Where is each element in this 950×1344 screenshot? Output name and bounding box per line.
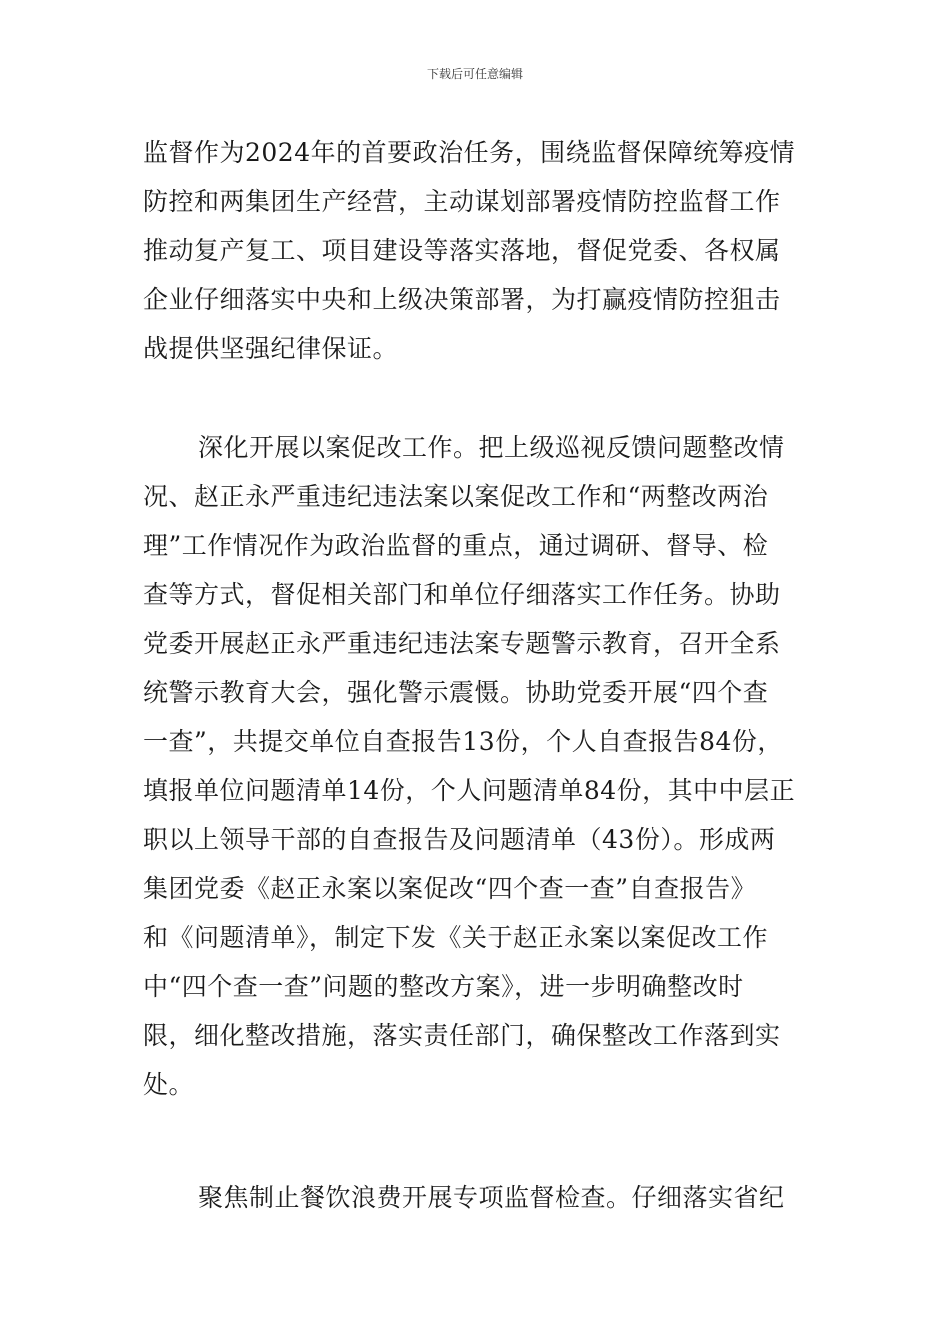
page-header: 下载后可任意编辑 [426, 67, 523, 81]
text-line: 况、赵正永严重违纪违法案以案促改工作和“两整改两治 [143, 482, 769, 511]
text-line: 企业仔细落实中央和上级决策部署，为打赢疫情防控狙击 [143, 285, 781, 314]
text-line: 防控和两集团生产经营，主动谋划部署疫情防控监督工作 [143, 187, 781, 216]
text-line: 查等方式，督促相关部门和单位仔细落实工作任务。协助 [143, 580, 781, 609]
text-line: 和《问题清单》，制定下发《关于赵正永案以案促改工作 [143, 923, 769, 952]
text-line: 理”工作情况作为政治监督的重点，通过调研、督导、检 [143, 531, 769, 560]
text-line-first: 深化开展以案促改工作。把上级巡视反馈问题整改情 [198, 433, 785, 462]
text-line: 限，细化整改措施，落实责任部门，确保整改工作落到实 [143, 1021, 781, 1050]
text-line: 战提供坚强纪律保证。 [143, 334, 399, 363]
text-line: 集团党委《赵正永案以案促改“四个查一查”自查报告》 [143, 874, 757, 903]
text-line: 党委开展赵正永严重违纪违法案专题警示教育，召开全系 [143, 629, 781, 658]
text-line: 一查”，共提交单位自查报告13份，个人自查报告84份， [143, 727, 783, 756]
text-line: 处。 [143, 1070, 195, 1099]
text-line: 职以上领导干部的自查报告及问题清单（43份）。形成两 [143, 825, 776, 854]
text-line: 填报单位问题清单14份，个人问题清单84份，其中中层正 [143, 776, 796, 805]
text-line-first: 聚焦制止餐饮浪费开展专项监督检查。仔细落实省纪 [198, 1183, 785, 1212]
paragraph-1 [143, 128, 807, 373]
text-line: 中“四个查一查”问题的整改方案》，进一步明确整改时 [143, 972, 744, 1001]
paragraph-3 [143, 1173, 807, 1222]
text-line: 统警示教育大会，强化警示震慑。协助党委开展“四个查 [143, 678, 769, 707]
text-line: 监督作为2024年的首要政治任务，围绕监督保障统筹疫情 [143, 138, 796, 167]
text-line: 推动复产复工、项目建设等落实落地，督促党委、各权属 [143, 236, 781, 265]
paragraph-2 [143, 423, 807, 1109]
